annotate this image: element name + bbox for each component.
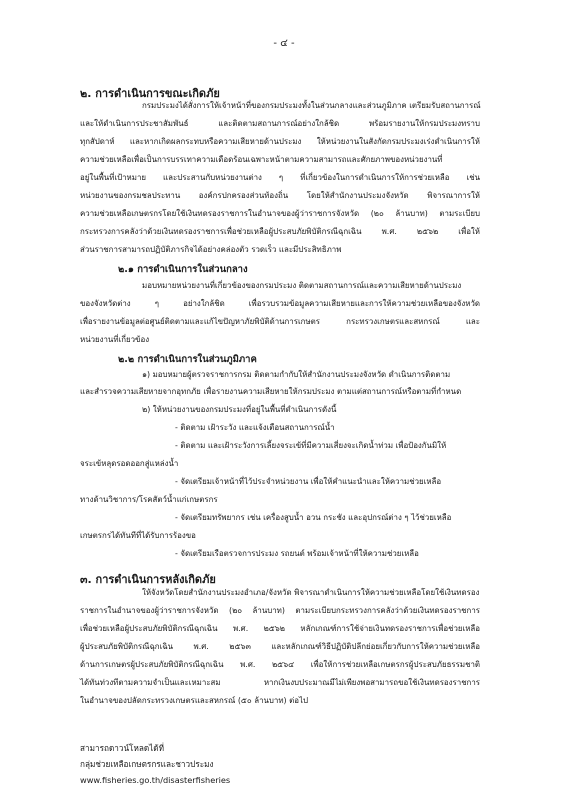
footer-download-label: สามารถดาวน์โหลดได้ที่ bbox=[80, 743, 165, 753]
page-number: - ๔ - bbox=[273, 38, 295, 49]
footer-url-link[interactable]: www.fisheries.go.th/disasterfisheries bbox=[80, 775, 231, 785]
subsection-2-2-bullet: - ติดตาม เฝ้าระวัง และแจ้งเตือนสถานการณ์น้ำ bbox=[175, 423, 335, 432]
subsection-2-2-bullet: - ติดตาม และเฝ้าระวังการเลี้ยงจระเข้ที่มีความเสี่ยงจะเกิดน้ำท่วม เพื่อป้องกันมิให้ bbox=[175, 441, 447, 450]
section-2-intro-line: ส่วนราชการสามารถปฏิบัติภารกิจได้อย่างคล่องตัว รวดเร็ว และมีประสิทธิภาพ bbox=[80, 245, 342, 254]
section-3-line: เพื่อช่วยเหลือผู้ประสบภัยพิบัติกรณีฉุกเฉิน พ.ศ. ๒๕๖๒ หลักเกณฑ์การใช้จ่ายเงินทดรองราชการเพื่อช่วยเหลือ bbox=[80, 624, 480, 633]
section-2-intro-line: ความช่วยเหลือเกษตรกรโดยใช้เงินทดรองราชการในอำนาจของผู้ว่าราชการจังหวัด (๒๐ ล้านบาท) ตามระเบียบ bbox=[80, 209, 480, 218]
subsection-2-1-heading: ๒.๑ การดำเนินการในส่วนกลาง bbox=[118, 264, 248, 275]
section-2-intro-line: กระทรวงการคลังว่าด้วยเงินทดรองราชการเพื่อช่วยเหลือผู้ประสบภัยพิบัติกรณีฉุกเฉิน พ.ศ. ๒๕๖๒ เพื่อให้ bbox=[80, 227, 480, 236]
section-2-intro-line: กรมประมงได้สั่งการให้เจ้าหน้าที่ของกรมประมงทั้งในส่วนกลางและส่วนภูมิภาค เตรียมรับสถานการณ์ bbox=[142, 101, 481, 110]
section-2-intro-line: หน่วยงานของกรมชลประทาน องค์กรปกครองส่วนท้องถิ่น โดยให้สำนักงานประมงจังหวัด พิจารณาการให้ bbox=[80, 191, 480, 200]
section-2-heading: ๒. การดำเนินการขณะเกิดภัย bbox=[80, 87, 220, 100]
subsection-2-2-line: ๑) มอบหมายผู้ตรวจราชการกรม ติดตามกำกับให้สำนักงานประมงจังหวัด ดำเนินการติดตาม bbox=[142, 370, 451, 379]
subsection-2-2-line: ๒) ให้หน่วยงานของกรมประมงที่อยู่ในพื้นที่ดำเนินการดังนี้ bbox=[142, 405, 337, 414]
section-3-line: ในอำนาจของปลัดกระทรวงเกษตรและสหกรณ์ (๕๐ ล้านบาท) ต่อไป bbox=[80, 696, 308, 705]
section-2-intro-line: ทุกสัปดาห์ และหากเกิดผลกระทบหรือความเสียหายด้านประมง ให้หน่วยงานในสังกัดกรมประมงเร่งดำเนินการให้ bbox=[80, 137, 480, 146]
subsection-2-1-line: มอบหมายหน่วยงานที่เกี่ยวข้องของกรมประมง ติดตามสถานการณ์และความเสียหายด้านประมง bbox=[142, 281, 462, 290]
subsection-2-2-heading: ๒.๒ การดำเนินการในส่วนภูมิภาค bbox=[118, 354, 257, 365]
section-3-line: ราชการในอำนาจของผู้ว่าราชการจังหวัด (๒๐ ล้านบาท) ตามระเบียบกระทรวงการคลังว่าด้วยเงินทดรองราชการ bbox=[80, 606, 480, 615]
section-3-line: ผู้ประสบภัยพิบัติกรณีฉุกเฉิน พ.ศ. ๒๕๖๓ และหลักเกณฑ์วิธีปฏิบัติปลีกย่อยเกี่ยวกับการให้ความช่วยเหลือ bbox=[80, 642, 480, 651]
subsection-2-2-bullet: - จัดเตรียมเรือตรวจการประมง รถยนต์ พร้อมเจ้าหน้าที่ให้ความช่วยเหลือ bbox=[175, 549, 419, 558]
subsection-2-1-line: หน่วยงานที่เกี่ยวข้อง bbox=[80, 335, 150, 344]
footer-group-name: กลุ่มช่วยเหลือเกษตรกรและชาวประมง bbox=[80, 759, 214, 769]
subsection-2-2-bullet-cont: เกษตรกรได้ทันทีที่ได้รับการร้องขอ bbox=[80, 531, 196, 540]
section-2-intro-line: ความช่วยเหลือเพื่อเป็นการบรรเทาความเดือดร้อนเฉพาะหน้าตามความสามารถและศักยภาพของหน่วยงานที่ bbox=[80, 155, 443, 164]
subsection-2-2-bullet-cont: จระเข้หลุดรอดออกสู่แหล่งน้ำ bbox=[80, 459, 179, 468]
subsection-2-1-line: เพื่อรายงานข้อมูลต่อศูนย์ติดตามและแก้ไขปัญหาภัยพิบัติด้านการเกษตร กระทรวงเกษตรและสหกรณ์ และ bbox=[80, 317, 480, 326]
subsection-2-2-line: และสำรวจความเสียหายจากอุทกภัย เพื่อรายงานความเสียหายให้กรมประมง ตามแต่สถานการณ์หรือตามที่กำหนด bbox=[80, 387, 462, 396]
section-3-heading: ๓. การดำเนินการหลังเกิดภัย bbox=[80, 573, 216, 586]
section-3-line: ได้ทันท่วงทีตามความจำเป็นและเหมาะสม หากเงินงบประมาณมีไม่เพียงพอสามารถขอใช้เงินทดรองราชการ bbox=[80, 678, 480, 687]
section-3-line: ด้านการเกษตรผู้ประสบภัยพิบัติกรณีฉุกเฉิน พ.ศ. ๒๕๖๔ เพื่อให้การช่วยเหลือเกษตรกรผู้ประสบภัยธรรมชาติ bbox=[80, 660, 480, 669]
section-2-intro-line: อยู่ในพื้นที่เป้าหมาย และประสานกับหน่วยงานต่าง ๆ ที่เกี่ยวข้องในการดำเนินการให้การช่วยเหลือ เช่น bbox=[80, 173, 480, 182]
section-3-line: ให้จังหวัดโดยสำนักงานประมงอำเภอ/จังหวัด พิจารณาดำเนินการให้ความช่วยเหลือโดยใช้เงินทดรอง bbox=[142, 588, 480, 597]
subsection-2-2-bullet: - จัดเตรียมเจ้าหน้าที่ไว้ประจำหน่วยงาน เพื่อให้คำแนะนำและให้ความช่วยเหลือ bbox=[175, 477, 442, 486]
section-2-intro-line: และให้ดำเนินการประชาสัมพันธ์ และติดตามสถานการณ์อย่างใกล้ชิด พร้อมรายงานให้กรมประมงทราบ bbox=[80, 119, 480, 128]
subsection-2-1-line: ของจังหวัดต่าง ๆ อย่างใกล้ชิด เพื่อรวบรวมข้อมูลความเสียหายและการให้ความช่วยเหลือของจังหวัด bbox=[80, 299, 480, 308]
subsection-2-2-bullet: - จัดเตรียมทรัพยากร เช่น เครื่องสูบน้ำ อวน กระชัง และอุปกรณ์ต่าง ๆ ไว้ช่วยเหลือ bbox=[175, 513, 452, 522]
subsection-2-2-bullet-cont: ทางด้านวิชาการ/โรคสัตว์น้ำแก่เกษตรกร bbox=[80, 495, 218, 504]
